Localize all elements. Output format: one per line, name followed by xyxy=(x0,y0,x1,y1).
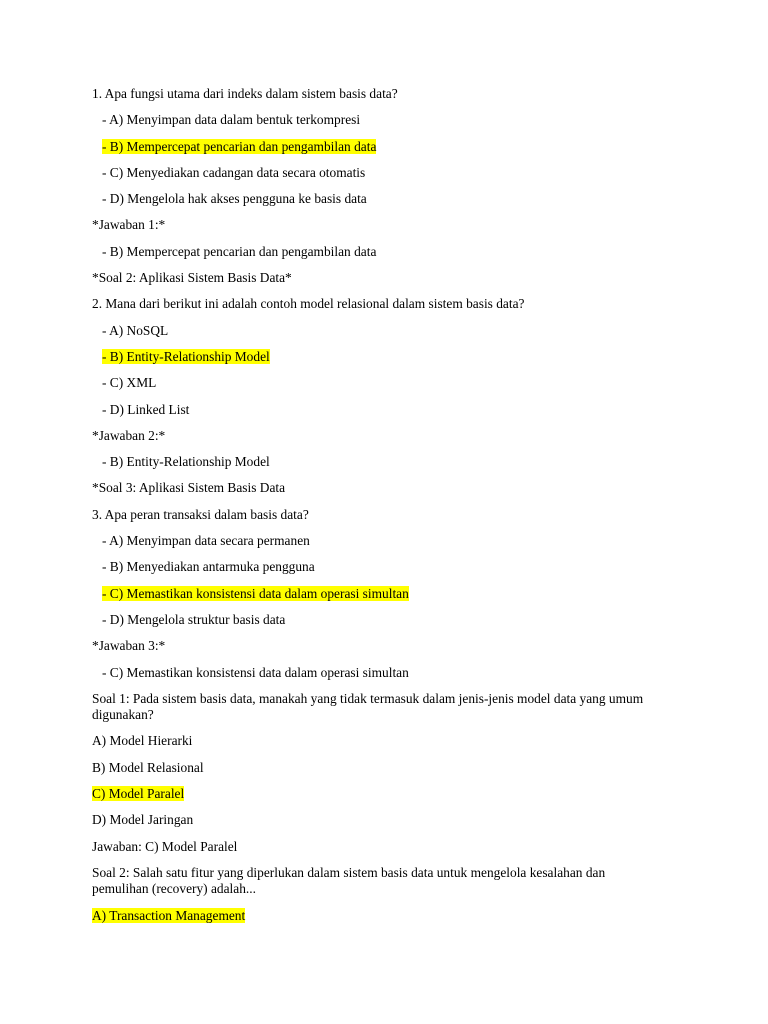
text-line xyxy=(92,217,652,233)
line-text: - B) Entity-Relationship Model xyxy=(102,348,270,364)
text-line xyxy=(92,296,652,312)
line-text: - C) Memastikan konsistensi data dalam operasi simultan xyxy=(102,585,409,601)
highlighted-answer-line xyxy=(92,786,652,802)
text-line xyxy=(92,612,652,628)
highlighted-answer-line xyxy=(92,908,652,924)
line-text: - D) Linked List xyxy=(102,401,190,417)
text-line xyxy=(92,865,652,897)
text-line xyxy=(92,375,652,391)
document-page xyxy=(92,86,652,934)
text-line xyxy=(92,86,652,102)
line-text: Soal 2: Salah satu fitur yang diperlukan dalam sistem basis data untuk mengelola kesalahan dan pemulihan (recovery) adalah... xyxy=(92,864,606,896)
document-body xyxy=(92,86,652,924)
line-text: A) Model Hierarki xyxy=(92,733,193,749)
line-text: - C) Memastikan konsistensi data dalam operasi simultan xyxy=(102,664,409,680)
text-line xyxy=(92,191,652,207)
text-line xyxy=(92,454,652,470)
line-text: *Jawaban 3:* xyxy=(92,638,166,654)
text-line xyxy=(92,480,652,496)
line-text: *Soal 2: Aplikasi Sistem Basis Data* xyxy=(92,270,292,286)
line-text: - D) Mengelola hak akses pengguna ke basis data xyxy=(102,191,367,207)
text-line xyxy=(92,507,652,523)
line-text: - A) NoSQL xyxy=(102,322,169,338)
line-text: - A) Menyimpan data dalam bentuk terkompresi xyxy=(102,112,361,128)
line-text: D) Model Jaringan xyxy=(92,812,194,828)
line-text: *Jawaban 1:* xyxy=(92,217,166,233)
text-line xyxy=(92,533,652,549)
line-text: - D) Mengelola struktur basis data xyxy=(102,611,286,627)
text-line xyxy=(92,733,652,749)
text-line xyxy=(92,165,652,181)
line-text: - B) Mempercepat pencarian dan pengambilan data xyxy=(102,138,377,154)
highlighted-answer-line xyxy=(92,139,652,155)
text-line xyxy=(92,112,652,128)
text-line xyxy=(92,812,652,828)
line-text: *Jawaban 2:* xyxy=(92,427,166,443)
line-text: 2. Mana dari berikut ini adalah contoh model relasional dalam sistem basis data? xyxy=(92,296,525,312)
text-line xyxy=(92,323,652,339)
line-text: - B) Menyediakan antarmuka pengguna xyxy=(102,559,315,575)
line-text: - B) Mempercepat pencarian dan pengambilan data xyxy=(102,243,377,259)
line-text: 3. Apa peran transaksi dalam basis data? xyxy=(92,506,309,522)
line-text: C) Model Paralel xyxy=(92,786,185,802)
text-line xyxy=(92,665,652,681)
line-text: Jawaban: C) Model Paralel xyxy=(92,838,238,854)
line-text: Soal 1: Pada sistem basis data, manakah yang tidak termasuk dalam jenis-jenis model data yang umum digunakan? xyxy=(92,690,644,722)
text-line xyxy=(92,244,652,260)
text-line xyxy=(92,402,652,418)
highlighted-answer-line xyxy=(92,586,652,602)
line-text: - C) XML xyxy=(102,375,157,391)
text-line xyxy=(92,638,652,654)
line-text: B) Model Relasional xyxy=(92,759,204,775)
text-line xyxy=(92,760,652,776)
text-line xyxy=(92,839,652,855)
text-line xyxy=(92,428,652,444)
text-line xyxy=(92,691,652,723)
text-line xyxy=(92,270,652,286)
line-text: - C) Menyediakan cadangan data secara otomatis xyxy=(102,164,366,180)
highlighted-answer-line xyxy=(92,349,652,365)
text-line xyxy=(92,559,652,575)
line-text: A) Transaction Management xyxy=(92,907,246,923)
line-text: 1. Apa fungsi utama dari indeks dalam sistem basis data? xyxy=(92,86,398,101)
line-text: - B) Entity-Relationship Model xyxy=(102,454,270,470)
line-text: *Soal 3: Aplikasi Sistem Basis Data xyxy=(92,480,286,496)
line-text: - A) Menyimpan data secara permanen xyxy=(102,533,310,549)
